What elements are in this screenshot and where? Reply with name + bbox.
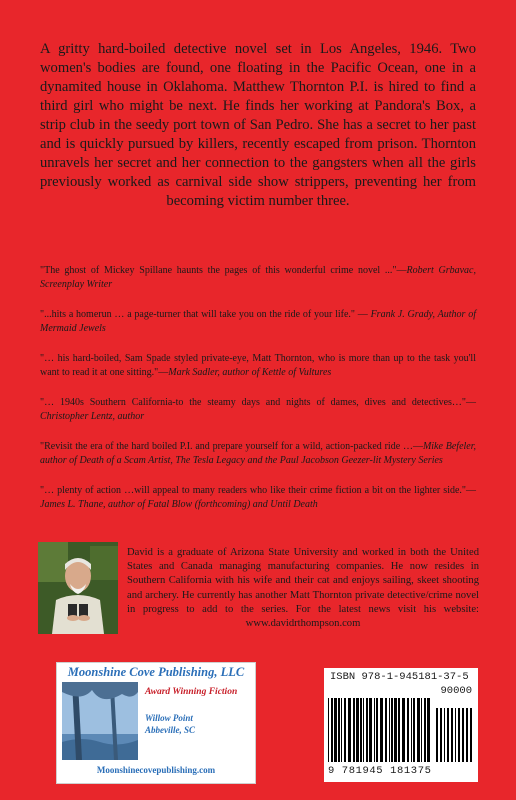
review-quote: "… 1940s Southern California-to the steamy days and nights of dames, dives and detectives…"— bbox=[40, 397, 476, 408]
book-blurb bbox=[40, 40, 476, 211]
publisher-place-2: Abbeville, SC bbox=[145, 725, 195, 735]
review-attribution: James L. Thane, author of Fatal Blow (forthcoming) and Until Death bbox=[40, 499, 318, 510]
review-attribution: Robert Grbavac, Screenplay Writer bbox=[40, 265, 476, 290]
barcode-bars-icon bbox=[328, 698, 474, 764]
review-quote: "The ghost of Mickey Spillane haunts the pages of this wonderful crime novel ..."— bbox=[40, 265, 407, 276]
author-bio: David is a graduate of Arizona State University and worked in both the United States and Canada managing manufacturing companies. He now resides in Southern California with his wife and their cat and enjoys sailing, skeet shooting and archery. He currently has another Matt Thornton private detective/crime novel in progress to add to the series. For the latest news visit his website: www.davidrthompson.com bbox=[127, 547, 479, 630]
review-quote: "… plenty of action …will appeal to many readers who like their crime fiction a bit on the lighter side."— bbox=[40, 485, 476, 496]
author-photo bbox=[38, 542, 118, 634]
isbn-label: ISBN 978-1-945181-37-5 bbox=[330, 671, 469, 683]
blurb-text: A gritty hard-boiled detective novel set in Los Angeles, 1946. Two women's bodies are found, one floating in the Pacific Ocean, one in a dynamited house in Oklahoma. Matthew Thornton P.I. is hired to find a third girl who might be next. He finds her working at Pandora's Box, a strip club in the seedy port town of San Pedro. She has a secret to her past and is quickly pursued by killers, recently escaped from prison. Thornton unravels her secret and her connection to the gangsters when all the girls previously worked as carnival side show strippers, preventing her from becoming victim number three. bbox=[40, 41, 476, 209]
review-2 bbox=[40, 308, 476, 336]
review-attribution: Frank J. Grady, Author of Mermaid Jewels bbox=[40, 309, 476, 334]
review-quote: "Revisit the era of the hard boiled P.I. and prepare yourself for a wild, action-packed ride …— bbox=[40, 441, 423, 452]
publisher-name: Moonshine Cove Publishing, LLC bbox=[67, 665, 245, 679]
publisher-tagline: Award Winning Fiction bbox=[145, 687, 238, 697]
isbn-barcode bbox=[324, 668, 478, 782]
publisher-url: Moonshinecovepublishing.com bbox=[96, 765, 216, 775]
review-attribution: Christopher Lentz, author bbox=[40, 411, 145, 422]
review-6 bbox=[40, 484, 476, 512]
reviews bbox=[40, 264, 476, 528]
price-code: 90000 bbox=[440, 685, 472, 697]
publisher-place-1: Willow Point bbox=[145, 713, 193, 723]
cove-painting-icon bbox=[62, 682, 138, 760]
ean-number: 9 781945 181375 bbox=[328, 765, 432, 777]
review-attribution: Mark Sadler, author of Kettle of Vultures bbox=[168, 367, 332, 378]
review-4 bbox=[40, 396, 476, 424]
review-attribution: Mike Befeler, author of Death of a Scam Artist, The Tesla Legacy and the Paul Jacobson Geezer-lit Mystery Series bbox=[40, 441, 477, 466]
review-quote: "… his hard-boiled, Sam Spade styled private-eye, Matt Thornton, who is more than up to the task you'll want to read it at one sitting."— bbox=[40, 353, 476, 378]
review-1 bbox=[40, 264, 476, 292]
review-5 bbox=[40, 440, 476, 468]
publisher-logo bbox=[56, 662, 256, 784]
review-3 bbox=[40, 352, 476, 380]
author-portrait-icon bbox=[38, 542, 118, 634]
review-quote: "...hits a homerun … a page-turner that will take you on the ride of your life." — bbox=[40, 309, 371, 320]
